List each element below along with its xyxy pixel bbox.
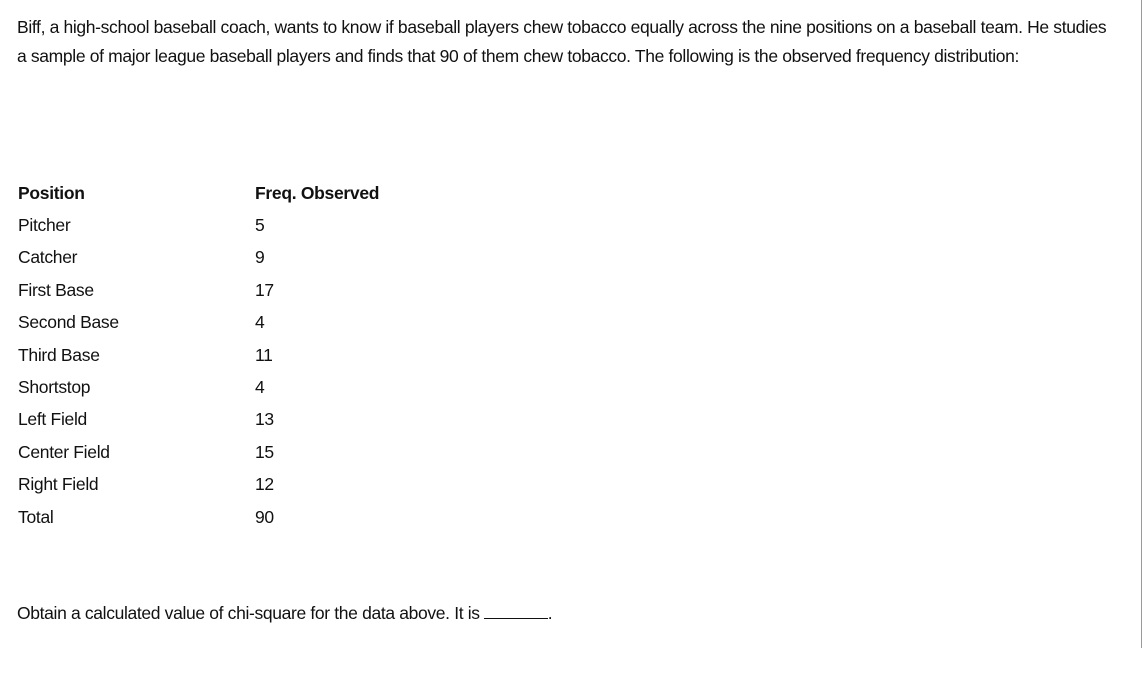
position-cell: First Base (18, 279, 94, 300)
table-row (17, 404, 455, 436)
table-row (17, 371, 455, 403)
question-suffix: . (547, 603, 553, 623)
question-text: Obtain a calculated value of chi-square for the data above. It is (17, 603, 480, 623)
position-cell: Third Base (18, 344, 100, 365)
position-cell: Center Field (18, 441, 110, 462)
total-label: Total (18, 506, 54, 527)
table-row (17, 339, 455, 371)
table-total-row (17, 501, 455, 533)
position-cell: Shortstop (18, 377, 91, 398)
frequency-header: Freq. Observed (255, 182, 380, 203)
frequency-cell: 17 (255, 279, 274, 300)
position-cell: Second Base (18, 312, 119, 333)
position-cell: Catcher (18, 247, 78, 268)
total-value: 90 (255, 506, 274, 527)
frequency-cell: 4 (255, 377, 265, 398)
frequency-cell: 11 (255, 344, 273, 365)
frequency-cell: 13 (255, 409, 274, 430)
position-cell: Pitcher (18, 215, 71, 236)
answer-blank[interactable] (484, 602, 548, 619)
table-header-row (17, 177, 455, 209)
table-row (17, 469, 455, 501)
frequency-table (17, 177, 455, 533)
frequency-cell: 5 (255, 215, 265, 236)
frequency-cell: 12 (255, 474, 274, 495)
table-row (17, 209, 455, 241)
question-prompt (17, 602, 552, 624)
table-row (17, 274, 455, 306)
position-header: Position (18, 182, 85, 203)
page-edge-line (1141, 0, 1142, 648)
frequency-cell: 9 (255, 247, 265, 268)
position-cell: Right Field (18, 474, 99, 495)
frequency-cell: 15 (255, 441, 274, 462)
table-row (17, 242, 455, 274)
frequency-cell: 4 (255, 312, 265, 333)
table-row (17, 436, 455, 468)
position-cell: Left Field (18, 409, 87, 430)
problem-statement: Biff, a high-school baseball coach, wants to know if baseball players chew tobacco equally across the nine positions on a baseball team. He studies a sample of major league baseball players and finds that 90 of them chew tobacco. The following is the observed frequency distribution: (17, 17, 1107, 66)
table-row (17, 307, 455, 339)
